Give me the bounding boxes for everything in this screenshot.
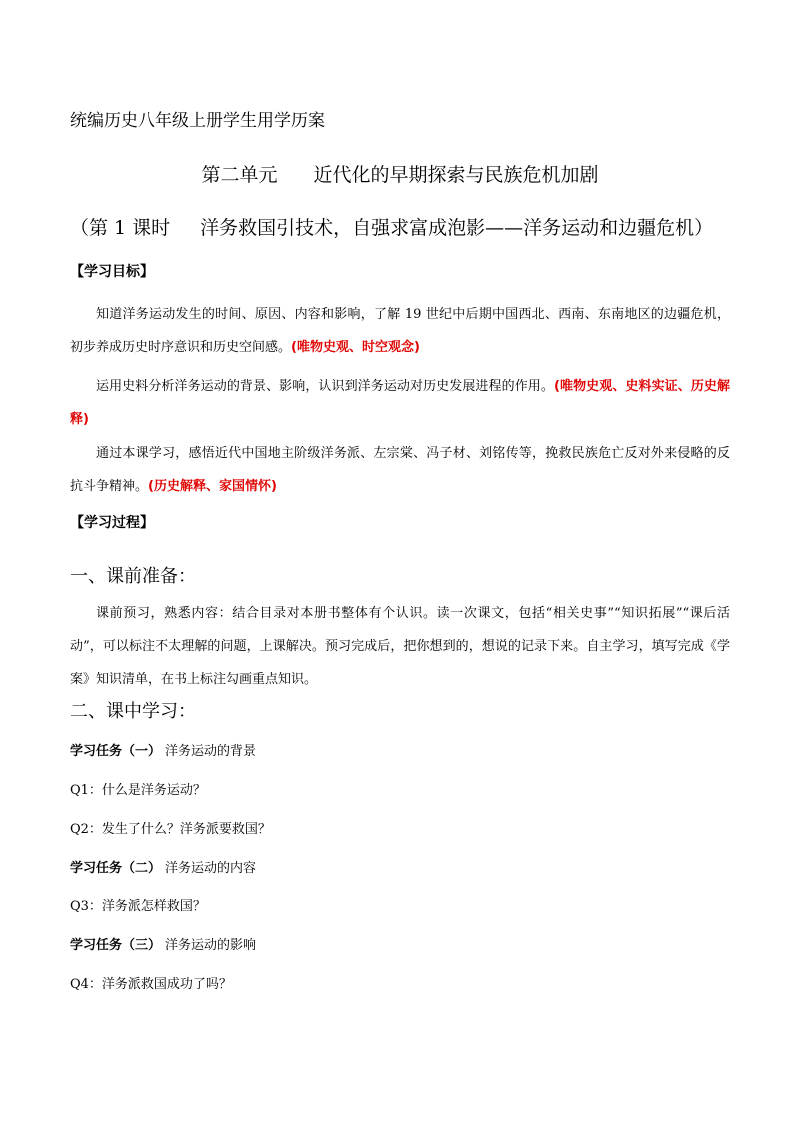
question-q2: Q2：发生了什么？洋务派要救国？ [70, 822, 271, 837]
competency-tag: (唯物史观、史料实证、历史解释) [70, 379, 730, 427]
pre-class-text: 课前预习，熟悉内容：结合目录对本册书整体有个认识。读一次课文，包括“相关史事”“知识拓展”“课后活动”，可以标注不太理解的问题，上课解决。预习完成后，把你想到的，想说的记录下来。自主学习，填写完成《学案》知识清单，在书上标注勾画重点知识。 [70, 606, 730, 687]
lesson-title [70, 213, 713, 240]
question-q4: Q4：洋务派救国成功了吗？ [70, 977, 232, 992]
task-name: 洋务运动的背景 [165, 744, 257, 759]
unit-label: 第二单元 [201, 164, 278, 186]
objective-item-3 [70, 437, 730, 503]
question-q1: Q1：什么是洋务运动？ [70, 783, 206, 798]
task-name: 洋务运动的内容 [165, 861, 257, 876]
in-class-heading: 二、课中学习： [70, 701, 196, 722]
objective-text: 知道洋务运动发生的时间、原因、内容和影响，了解 19 世纪中后期中国西北、西南、东南地区的边疆危机，初步养成历史时序意识和历史空间感。 [70, 307, 730, 355]
learning-task-1 [70, 740, 256, 759]
process-heading: 【学习过程】 [70, 515, 154, 531]
objective-item-1 [70, 298, 730, 364]
unit-title [0, 160, 800, 187]
learning-task-2 [70, 857, 256, 876]
competency-tag: (唯物史观、时空观念) [291, 340, 420, 355]
lesson-label: （第 1 课时 [70, 217, 171, 239]
unit-name: 近代化的早期探索与民族危机加剧 [313, 164, 599, 186]
task-label: 学习任务（二） [70, 861, 162, 876]
learning-task-3 [70, 934, 256, 953]
question-q3: Q3：洋务派怎样救国？ [70, 899, 206, 914]
pre-class-heading: 一、课前准备： [70, 566, 196, 587]
task-label: 学习任务（三） [70, 938, 162, 953]
task-label: 学习任务（一） [70, 744, 162, 759]
competency-tag: (历史解释、家国情怀) [148, 479, 277, 494]
objective-text: 通过本课学习，感悟近代中国地主阶级洋务派、左宗棠、冯子材、刘铭传等，挽救民族危亡反对外来侵略的反抗斗争精神。 [70, 446, 730, 494]
objective-item-2 [70, 370, 730, 436]
objectives-heading: 【学习目标】 [70, 264, 154, 280]
objective-text: 运用史料分析洋务运动的背景、影响，认识到洋务运动对历史发展进程的作用。 [96, 379, 554, 394]
document-title: 统编历史八年级上册学生用学历案 [70, 111, 325, 131]
task-name: 洋务运动的影响 [165, 938, 257, 953]
lesson-name: 洋务救国引技术，自强求富成泡影——洋务运动和边疆危机） [200, 217, 714, 239]
